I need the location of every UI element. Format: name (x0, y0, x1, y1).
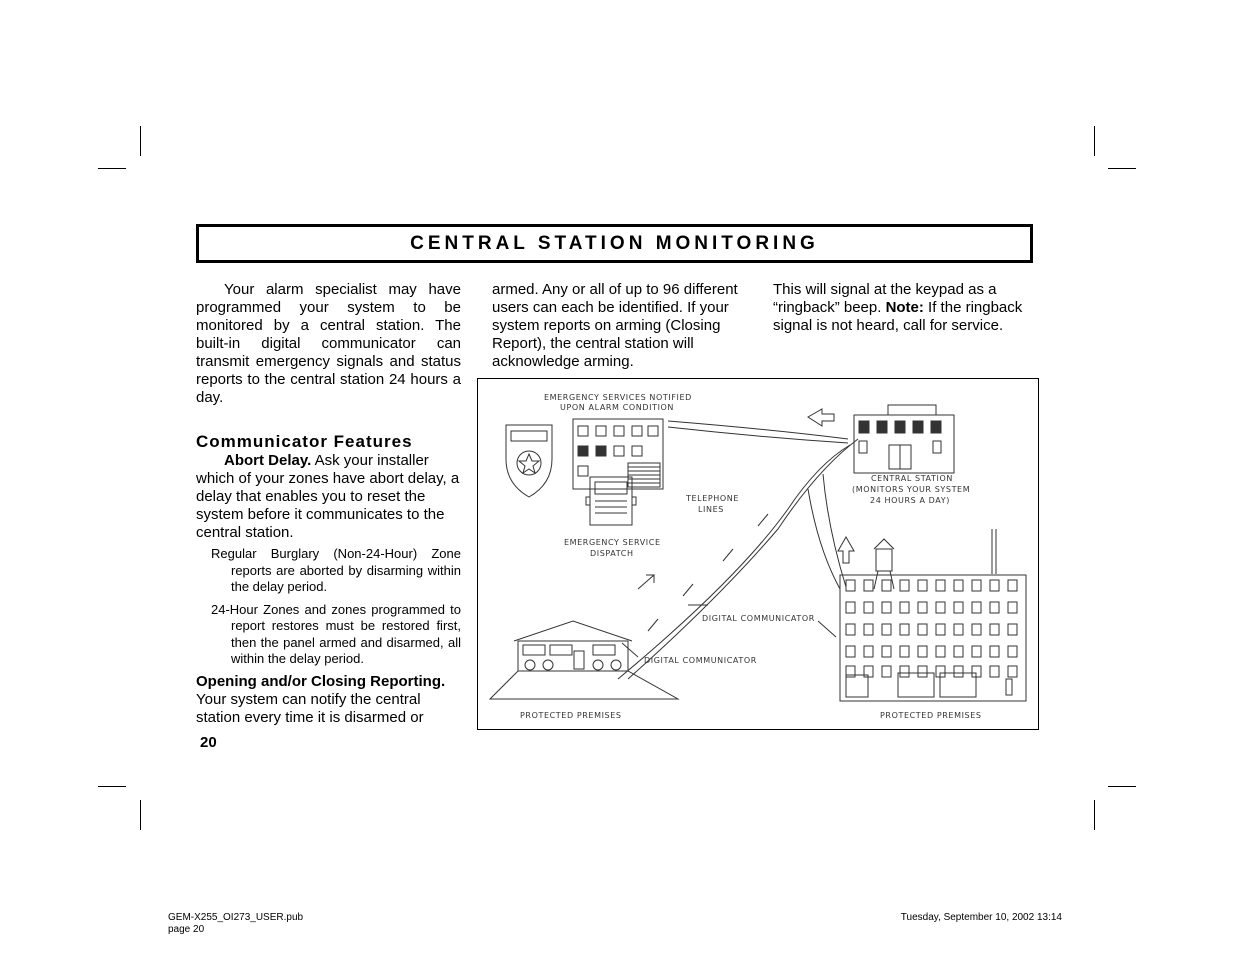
column-middle (492, 281, 747, 371)
opening-text: Your system can notify the central station every time it is disarmed or (196, 690, 424, 726)
label-digital-communicator: DIGITAL COMMUNICATOR (644, 656, 757, 665)
label-telephone: TELEPHONE (686, 494, 740, 503)
crop-mark (1094, 126, 1095, 156)
crop-mark (98, 786, 126, 787)
label-central-station: CENTRAL STATION (871, 474, 953, 483)
diagram-svg (478, 379, 1038, 729)
crop-mark (140, 800, 141, 830)
crop-mark (1108, 786, 1136, 787)
ringback-paragraph (773, 281, 1038, 335)
footer-file: GEM-X255_OI273_USER.pub (168, 912, 304, 923)
ringback-text-2: If the ringback signal is not heard, call for service. (773, 299, 1023, 334)
title-box (196, 224, 1033, 263)
abort-text: Ask your installer which of your zones have abort delay, a delay that enables you to reset the system before it communicates to the central station. (196, 452, 460, 541)
intro-paragraph: Your alarm specialist may have programmed your system to be monitored by a central station. The built-in digital communicator can transmit emergency signals and status reports to the central station 24 hours a day. (196, 281, 461, 406)
note-label: Note: (885, 299, 924, 316)
label-24-hours: 24 HOURS A DAY) (870, 496, 950, 505)
label-lines: LINES (698, 505, 724, 514)
section-heading: Communicator Features (196, 432, 413, 451)
police-badge-icon (506, 425, 552, 497)
footer-date: Tuesday, September 10, 2002 13:14 (900, 912, 1062, 923)
label-dispatch: DISPATCH (590, 549, 634, 558)
column-right (773, 281, 1038, 335)
label-emergency-service: EMERGENCY SERVICE (564, 538, 661, 547)
central-station-illustration (477, 378, 1039, 730)
page-title: CENTRAL STATION MONITORING (410, 232, 819, 254)
footer-left (168, 912, 303, 936)
footer-page: page 20 (168, 924, 205, 935)
crop-mark (98, 168, 126, 169)
crop-mark (1094, 800, 1095, 830)
list-item: Regular Burglary (Non-24-Hour) Zone reports are aborted by disarming within the delay period. (211, 546, 461, 594)
crop-mark (1108, 168, 1136, 169)
list-item: 24-Hour Zones and zones programmed to report restores must be restored first, then the panel armed and disarmed, all within the delay period. (211, 601, 461, 666)
middle-paragraph: armed. Any or all of up to 96 different users can each be identified. If your system reports on arming (Closing Report), the central station will acknowledge arming. (492, 281, 738, 370)
label-protected-premises: PROTECTED PREMISES (520, 711, 622, 720)
opening-paragraph (196, 673, 461, 727)
page-number: 20 (200, 734, 217, 751)
label-emergency-notified: EMERGENCY SERVICES NOTIFIED (544, 393, 692, 402)
label-protected-premises: PROTECTED PREMISES (880, 711, 982, 720)
ringback-text: This will signal at the keypad as a “ringback” beep. (773, 281, 997, 316)
abort-list (196, 546, 461, 668)
opening-label: Opening and/or Closing Reporting. (196, 672, 446, 690)
abort-label: Abort Delay. (224, 452, 312, 469)
label-alarm-condition: UPON ALARM CONDITION (560, 403, 675, 412)
crop-mark (140, 126, 141, 156)
abort-paragraph (196, 452, 461, 542)
column-left (196, 281, 461, 727)
label-monitors: (MONITORS YOUR SYSTEM (852, 485, 971, 494)
label-digital-communicator: DIGITAL COMMUNICATOR (702, 614, 815, 623)
